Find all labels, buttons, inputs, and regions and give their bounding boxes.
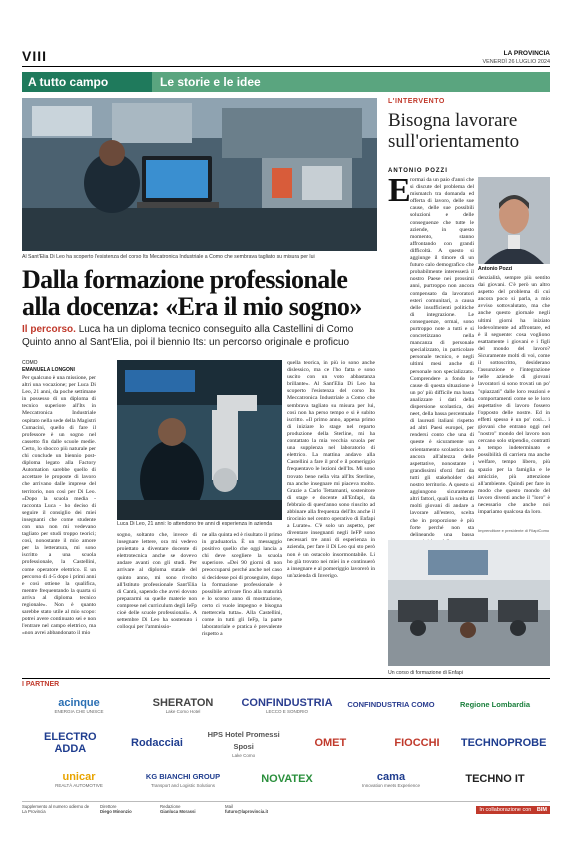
- footer-mail: [225, 804, 268, 815]
- opinion-author: ANTONIO POZZI: [388, 168, 448, 174]
- footer-editor: [160, 804, 196, 815]
- logo-unicar-subtitle: REALTÀ AUTOMOTIVE: [55, 782, 103, 788]
- article-column-4: quella teorica, in più io sono anche dislessico, ma ce l'ho fatta e sono uscito con un voto abbastanza brillante». Al Sant'Elia Di Leo ha scoperto l'esistenza del corso Its Meccatronica Industriale a Como che sembrava tagliato su misura per lui, così non ha perso tempo e si è subito iscritto. «Il primo anno, appena primo di iniziare lo stage nel reparto produzione della Sterline, mi ha contattato la mia vecchia scuola per una supplenza nel laboratorio di elettrico. La mattina andavo alla Castellini a fare il prof e il pomeriggio frequentavo le lezioni dell'Its. Mi sono trovato bene nella vita all'Its Sterline, ma anche insegnare mi piaceva molto. Grazie a Carlo Tettamanti, sostenitore di stage e docente all'Enfapi, da febbraio di quest'anno sono riuscito ad abbinare alla frequenza dell'Its anche il tirocinio nel centro operativo di Enfapi a Lurate». C'è solo un aspetto, per diventare insegnanti negli IeFP sono necessari tre anni di esperienza in azienda, per fare il Di Leo qui sto però non è un ostacolo insormontabile. Li ho già trovato nei miei in e continuerò a insegnare e al pomeriggio lavorerò in un'azienda di Inverigo.: [287, 360, 375, 579]
- logo-confindustria-lecco-subtitle: LECCO E SONDRIO: [265, 708, 308, 714]
- drop-cap: E: [388, 172, 411, 209]
- footer-rule: [22, 801, 550, 802]
- collaboration-banner: [476, 806, 550, 814]
- logo-regione-lombardia-text: Regione Lombardia: [459, 700, 530, 709]
- logo-rodacciai: [117, 728, 198, 758]
- dateline-place: COMO: [22, 360, 38, 366]
- footer-director-label: Direttore: [100, 804, 117, 809]
- logo-novatex: [238, 764, 336, 794]
- subhead-text: Luca ha un diploma tecnico conseguito alla Castellini di Como Quinto anno al Sant'Elia, poi il biennio Its: un percorso originale e proficuo: [22, 324, 354, 348]
- article-column-1: Per qualcuno è una missione, per altri una vocazione; per Luca Di Leo, 21 anni, da poche settimane in possesso di un diploma di tecnico superiore all'Its in Meccatronica Industriale ospitato nella sede della Magistri Cumacini, quello di fare il professore è un sogno nel cassetto fin dalle scuole medie. Certo, lo sbocco più naturale per chi conclude un biennio post-diploma legato alla Factory Automation sarebbe quello di accettare le proposte di lavoro che arrivano dalle imprese del territorio, non così per Di Leo. «Dopo la scuola media - racconta Luca - ho deciso di seguire il consiglio dei miei insegnanti che come studente con una non mi vedevano tagliato per studi troppo teorici; così, nonostante il mio amore per la letteratura, mi sono iscritto a una scuola professionale, la Castellini, come operatore elettrico. E un percorso di 4-5 dopo i primi anni e così ottiene la qualifica, mentre frequentando la quarta si arriva al diploma tecnico regionale». Non è quanto sarebbe stato utile al mio scopo: potrei avere continuato sei e non l'entrare nel campo elettrico, ma «non avrei abbandonato il mio: [22, 375, 96, 637]
- logo-cama: [342, 764, 440, 794]
- logo-rodacciai-text: Rodacciai: [131, 737, 183, 749]
- logo-cama-subtitle: Innovation meets Experience: [361, 782, 421, 788]
- logo-hotel-promessi-sposi-subtitle: Lake Como: [232, 752, 256, 758]
- robot-photo: [117, 360, 282, 520]
- logo-confindustria-lecco-text: CONFINDUSTRIA: [241, 696, 333, 709]
- footer-mail-address[interactable]: futuro@laprovincia.it: [225, 809, 269, 815]
- article-column-2: sogno, soltanto che, invece di insegnare lettere, ora mi vedevo proiettato a diventare docente di elettrotecnica anche se dovevo andare avanti con gli studi. Per arrivare al diploma statale del quinto anno, mi sono rivolto all'Istituto professionale Sant'Elia di Cantù, sapendo che avrei dovuto prepararmi su quelle materie non comprese nel curriculum degli IeFp cioè delle scuole professionali». A settembre Di Leo ha sostenuto i colloqui per l'ammissio-: [117, 532, 197, 631]
- opinion-title: Bisogna lavorare sull'orientamento: [388, 110, 520, 152]
- author-name: EMANUELA LONGONI: [22, 366, 75, 373]
- opinion-column-2: denzialità, sempre più sentito dai giovani. C'è però un altro aspetto del problema di cui ancora poco si parla, a mio avviso sottovalutato, ma che anche questo giornale negli ultimi giorni ha iniziato lodevolmente ad affrontare, ed è il seguente: cosa vogliono esattamente i giovani e i figli del mondo del lavoro? Sicuramente molti di voi, come il sottoscritto, desiderano l'assunzione e l'integrazione nelle aziende di giovani lavoratori si sono trovati un po' "spiazzati" dalle loro reazioni e comportamenti come se le loro aspettative di lavoro fossero l'opposto delle nostre. Ed in effetti spesso è un po' così... i giovani che entrano oggi nel "nostro" mondo del lavoro non cercano solo stipendio, contratti a tempo indeterminato e possibilità di carriera ma anche welfare, tempo libero, più spazio per la famiglia e le amicizie, più attenzione all'ambiente. Quindi per fare in modo che questo mondo del lavoro diventi anche il "loro" è necessario che anche noi impariamo qualcosa da loro.: [478, 275, 550, 516]
- robot-photo-illustration: [117, 360, 282, 520]
- logo-electroadda-text: ELECTRO ADDA: [44, 731, 97, 755]
- partners-rule: [22, 678, 550, 679]
- logo-unicar: [30, 764, 128, 794]
- logo-cama-text: cama: [376, 770, 406, 783]
- footer-director: [100, 804, 132, 815]
- logo-hotel-promessi-sposi-text: HPS Hotel Promessi Sposi: [207, 729, 280, 751]
- footer-supplement: Supplemento al numero odierno de La Provincia: [22, 804, 90, 815]
- logo-sheraton-text: SHERATON: [152, 696, 214, 709]
- logo-novatex-text: NOVATEX: [261, 773, 313, 785]
- article-subhead: [22, 324, 377, 349]
- logo-confindustria-como: [342, 690, 440, 720]
- logo-regione-lombardia: [446, 690, 544, 720]
- footer-mail-label: Mail: [225, 804, 233, 809]
- lab-photo-illustration: [22, 98, 377, 251]
- logo-fiocchi-text: FIOCCHI: [394, 737, 440, 749]
- logo-confindustria-como-text: CONFINDUSTRIA COMO: [347, 700, 435, 709]
- masthead: [482, 50, 550, 66]
- logo-acinque: [30, 690, 128, 720]
- robot-photo-caption: Luca Di Leo, 21 anni: lo attendono tre anni di esperienza in azienda: [117, 521, 273, 527]
- logo-omet: [290, 728, 371, 758]
- opinion-kicker: L'INTERVENTO: [388, 98, 445, 105]
- portrait-caption: Antonio Pozzi: [478, 266, 513, 272]
- section-tab-primary: A tutto campo: [22, 72, 152, 92]
- opinion-author-credit: Imprenditore e presidente di FilapiComo: [478, 528, 550, 533]
- section-bar: [22, 72, 550, 92]
- lab-photo: [22, 98, 377, 251]
- header-rule: [22, 66, 550, 67]
- logo-hotel-promessi-sposi: [203, 728, 284, 758]
- page-number: VIII: [22, 48, 48, 64]
- subhead-kicker: Il percorso.: [22, 324, 76, 335]
- footer-editor-name: Gianluca Morassi: [160, 809, 196, 815]
- logo-kg-bianchi-subtitle: Transport and Logistic Solutions: [150, 782, 216, 788]
- logo-sheraton-subtitle: Lake Como Hotel: [165, 708, 201, 714]
- bim-logo: BIM: [536, 807, 547, 813]
- footer-editor-label: Redazione: [160, 804, 181, 809]
- partners-label: I PARTNER: [22, 681, 60, 688]
- lab-photo-caption: Al Sant'Elia Di Leo ha scoperto l'esistenza del corso Its Mecatronica Industriale a Como che sembrava tagliato su misura per lui: [22, 254, 315, 260]
- author-portrait: [478, 177, 550, 264]
- issue-date: VENERDÌ 26 LUGLIO 2024: [482, 59, 550, 65]
- logo-unicar-text: unicar: [62, 770, 96, 783]
- article-headline: Dalla formazione professionale alla docenza: «Era il mio sogno»: [22, 265, 362, 321]
- classroom-caption: Un corso di formazione di Enfapi: [388, 670, 463, 676]
- collaboration-text: In collaborazione con: [479, 807, 532, 813]
- logo-technoprobe-text: TECHNOPROBE: [460, 737, 547, 749]
- footer-director-name: Diego Minonzio: [100, 809, 132, 815]
- logo-technoprobe: [460, 728, 547, 758]
- classroom-photo: [388, 540, 550, 666]
- logo-acinque-subtitle: ENERGIA CHE UNISCE: [54, 708, 104, 714]
- logo-technoit: [446, 764, 544, 794]
- article-column-3: ne alla quinta ed è risultato il primo in graduatoria. È un messaggio positivo quello che oggi lancia a chi deve scegliere la scuola superiore. «Dei 90 giorni di non preoccuparsi perché anche nel caso si decidesse poi di proseguire, dopo la formazione professionale è possibile arrivare fino alla maturità e lo scorso anno di mostrazione, certo ci vuole impegno e bisogna mettercela tutta». Alla Castellini, come in tutti gli IeFp, la parte laboratoriale e pratica è prevalente rispetto a: [202, 532, 282, 638]
- logo-kg-bianchi-text: KG BIANCHI GROUP: [145, 771, 221, 781]
- logo-omet-text: OMET: [314, 737, 347, 749]
- logo-acinque-text: acinque: [58, 696, 100, 709]
- byline: [22, 360, 96, 373]
- section-tab-secondary: Le storie e le idee: [152, 72, 550, 92]
- logo-technoit-text: TECHNO IT: [465, 773, 525, 785]
- portrait-illustration: [478, 177, 550, 264]
- logo-confindustria-lecco: [238, 690, 336, 720]
- logo-electroadda: [30, 728, 111, 758]
- publication-name: LA PROVINCIA: [503, 50, 550, 57]
- opinion-column-1: rormai da un paio d'anni che si discute del problema del mismatch tra domanda ed offerta di lavoro, delle sue cause, delle sue possibili soluzioni e delle conseguenze che tutte le aziende, in questo momento, stanno affrontando con grandi difficoltà. A questo si aggiunge il timore di un futuro calo demografico che probabilmente interesserà il nostro Paese nei prossimi anni, purtroppo non ancora compensato da lavoratori esteri comunitari, a causa delle insufficienti politiche di integrazione. Le conseguenze, ormai, sono purtroppo note a tutti e si concretizzano nella mancanza di personale specializzato, in particolare personale tecnico, e negli ultimi mesi anche di personale non specializzato. Comprendere a fondo le cause di questa situazione è un po' più difficile ma basta analizzare i dati della dispersione scolastica, dei neet, della bassa percentuale di laureati italiani rispetto ad altri Paesi europei, per rendersi conto che una di queste è sicuramente un orientamento scolastico non ancora all'altezza delle aspettative, nonostante i grandissimi sforzi fatti da tutti gli stakeholder del nostro territorio. A questo si aggiungono sicuramente altri fattori, quali la scelta di molti giovani di andare a lavorare all'estero, scelta che in proporzione è più forte perché non sta delineando una bassa: [410, 177, 474, 538]
- logo-fiocchi: [377, 728, 458, 758]
- logo-sheraton: [134, 690, 232, 720]
- classroom-illustration: [388, 540, 550, 666]
- logo-kg-bianchi: [134, 764, 232, 794]
